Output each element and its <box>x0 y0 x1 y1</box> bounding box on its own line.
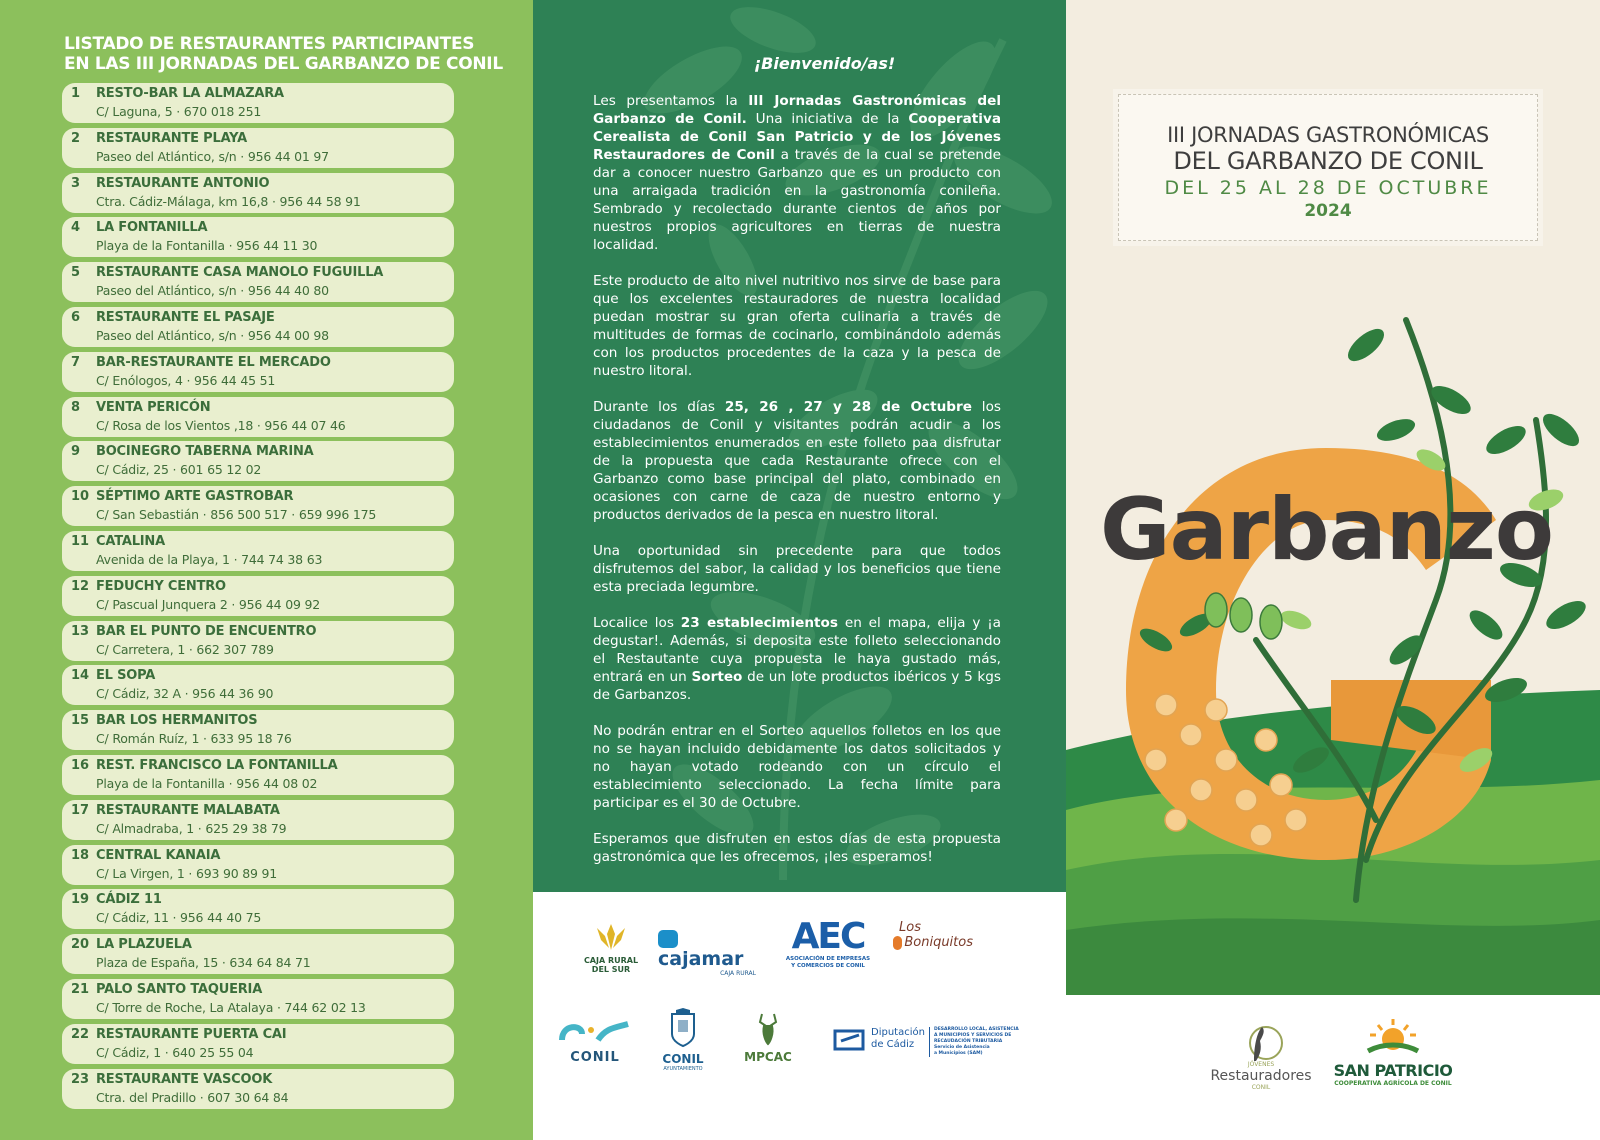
restaurant-name: VENTA PERICÓN <box>96 399 211 415</box>
restaurant-item <box>62 665 454 705</box>
restaurant-name: PALO SANTO TAQUERIA <box>96 981 263 997</box>
restaurant-name: RESTAURANTE ANTONIO <box>96 175 270 191</box>
paragraph-2: Este producto de alto nivel nutritivo nos sirve de base para que los excelentes restauradores de nuestra localidad puedan mostrar su gran oferta culinaria a través de multitudes de formas de cocinarlo, combinándolo además con los productos procedentes de la caza y la pesca de nuestro litoral. <box>593 273 1001 379</box>
restaurant-address: C/ Carretera, 1 · 662 307 789 <box>96 641 274 657</box>
coat-of-arms-icon <box>668 1008 698 1048</box>
deer-icon <box>748 1010 788 1046</box>
boniquitos-logo <box>893 920 973 950</box>
diputacion-icon <box>833 1027 867 1053</box>
restaurant-item <box>62 307 454 347</box>
sun-icon <box>1358 1017 1428 1057</box>
restaurant-address: Paseo del Atlántico, s/n · 956 44 40 80 <box>96 283 329 299</box>
restaurant-address: C/ San Sebastián · 856 500 517 · 659 996 175 <box>96 507 377 523</box>
restaurant-address: Playa de la Fontanilla · 956 44 11 30 <box>96 238 318 254</box>
restaurant-number: 2 <box>71 130 81 146</box>
restaurant-address: C/ Almadraba, 1 · 625 29 38 79 <box>96 820 287 836</box>
list-title-line1: LISTADO DE RESTAURANTES PARTICIPANTES <box>64 34 475 54</box>
restaurant-number: 15 <box>71 713 90 729</box>
restaurant-address: C/ La Virgen, 1 · 693 90 89 91 <box>96 865 278 881</box>
restaurant-name: RESTAURANTE VASCOOK <box>96 1071 273 1087</box>
bird-icon <box>1236 1023 1286 1063</box>
restaurant-address: Ctra. Cádiz-Málaga, km 16,8 · 956 44 58 91 <box>96 193 361 209</box>
jovenes-text-3: CONIL <box>1251 1084 1271 1091</box>
restaurant-number: 4 <box>71 220 81 236</box>
restaurant-name: RESTAURANTE CASA MANOLO FUGUILLA <box>96 265 384 281</box>
event-title-line2: DEL GARBANZO DE CONIL <box>1173 147 1483 175</box>
restaurant-item <box>62 262 454 302</box>
restaurant-address: Playa de la Fontanilla · 956 44 08 02 <box>96 775 318 791</box>
restaurant-item <box>62 531 454 571</box>
paragraph-6: No podrán entrar en el Sorteo aquellos folletos en los que no se hayan incluido debidamente los datos solicitados y no hayan votado rodeando con un círculo el establecimiento seleccionado. La fecha límite para participar es el 30 de Octubre. <box>593 723 1001 811</box>
san-patricio-sub: COOPERATIVA AGRÍCOLA DE CONIL <box>1334 1080 1452 1087</box>
diputacion-r3: RECAUDACIÓN TRIBUTARIA <box>933 1039 1003 1044</box>
restaurant-item <box>62 1024 454 1064</box>
restaurant-item <box>62 889 454 929</box>
list-title-line2: EN LAS III JORNADAS DEL GARBANZO DE CONIL <box>64 54 503 74</box>
restaurant-name: RESTAURANTE PLAYA <box>96 130 248 146</box>
restaurant-name: LA PLAZUELA <box>96 937 192 953</box>
aec-name: AEC <box>791 916 865 957</box>
restaurant-name: SÉPTIMO ARTE GASTROBAR <box>96 489 294 505</box>
garbanzo-title: Garbanzo <box>1100 480 1553 580</box>
restaurant-name: BAR LOS HERMANITOS <box>96 713 258 729</box>
restaurant-item <box>62 352 454 392</box>
restaurant-item <box>62 441 454 481</box>
welcome-body <box>593 92 1001 884</box>
jovenes-restauradores-logo <box>1206 1023 1316 1091</box>
cajamar-sub: CAJA RURAL <box>720 969 756 977</box>
welcome-heading: ¡Bienvenido/as! <box>753 54 896 73</box>
boniquitos-text-1: Los <box>899 920 921 935</box>
san-patricio-name: SAN PATRICIO <box>1333 1061 1453 1080</box>
restaurant-number: 1 <box>71 86 81 101</box>
restaurant-name: RESTAURANTE EL PASAJE <box>96 309 275 325</box>
boniquitos-badge-icon <box>893 936 902 950</box>
jovenes-text-2: Restauradores <box>1210 1068 1312 1084</box>
restaurant-number: 14 <box>71 668 90 684</box>
restaurant-item <box>62 83 454 123</box>
restaurant-name: BAR EL PUNTO DE ENCUENTRO <box>96 623 317 639</box>
conil-tourism-logo <box>558 1020 632 1065</box>
wheat-icon <box>591 922 631 952</box>
mpcac-logo <box>738 1010 798 1064</box>
event-year: 2024 <box>1304 201 1352 221</box>
restaurant-item <box>62 934 454 974</box>
restaurant-name: RESTO-BAR LA ALMAZARA <box>96 86 284 101</box>
cajamar-logo <box>658 928 768 977</box>
restaurant-address: C/ Cádiz, 32 A · 956 44 36 90 <box>96 686 274 702</box>
restaurant-number: 13 <box>71 623 90 639</box>
restaurant-address: C/ Torre de Roche, La Atalaya · 744 62 02 13 <box>96 999 366 1015</box>
diputacion-text-2: de Cádiz <box>871 1039 915 1050</box>
restaurant-name: RESTAURANTE PUERTA CAI <box>96 1026 287 1042</box>
restaurant-number: 8 <box>71 399 81 415</box>
restaurant-number: 11 <box>71 533 90 549</box>
restaurant-address: C/ Cádiz, 1 · 640 25 55 04 <box>96 1044 254 1060</box>
cajamar-name: cajamar <box>658 947 744 970</box>
ayuntamiento-logo <box>658 1008 708 1072</box>
paragraph-5: Localice los 23 establecimientos en el mapa, elija y ¡a degustar!. Además, si deposita este folleto seleccionando el Restautante cuya propuesta le haya gustado más, entrará en un Sorteo de un lote productos ibéricos y 5 kgs de Garbanzos. <box>593 615 1002 703</box>
caja-rural-logo <box>581 922 641 974</box>
restaurant-name: EL SOPA <box>96 668 156 684</box>
caja-rural-text-1: CAJA RURAL <box>583 956 639 965</box>
aec-sub1: ASOCIACIÓN DE EMPRESAS <box>785 956 871 962</box>
ayto-name: CONIL <box>662 1052 704 1066</box>
restaurant-item <box>62 576 454 616</box>
restaurant-item <box>62 755 454 795</box>
restaurant-number: 21 <box>71 981 90 997</box>
restaurant-address: Avenida de la Playa, 1 · 744 74 38 63 <box>96 551 323 567</box>
san-patricio-logo <box>1328 1017 1458 1087</box>
paragraph-4: Una oportunidad sin precedente para que todos disfrutemos del sabor, la calidad y los beneficios que tiene esta preciada legumbre. <box>593 543 1001 595</box>
caja-rural-text-2: DEL SUR <box>591 965 631 974</box>
restaurant-number: 10 <box>71 489 90 505</box>
restaurant-number: 19 <box>71 892 90 908</box>
restaurant-name: REST. FRANCISCO LA FONTANILLA <box>96 757 338 773</box>
cajamar-icon <box>658 930 678 948</box>
restaurant-item <box>62 397 454 437</box>
organizer-logos <box>1066 995 1600 1140</box>
aec-sub2: Y COMERCIOS DE CONIL <box>791 963 865 969</box>
aec-logo <box>783 918 873 970</box>
restaurant-address: C/ Laguna, 5 · 670 018 251 <box>96 104 262 119</box>
restaurant-number: 6 <box>71 309 81 325</box>
restaurant-list <box>62 83 454 1113</box>
restaurant-number: 18 <box>71 847 90 863</box>
restaurant-name: CÁDIZ 11 <box>96 892 162 908</box>
diputacion-r5: a Municipios (SAM) <box>933 1051 983 1056</box>
restaurant-address: Ctra. del Pradillo · 607 30 64 84 <box>96 1089 289 1105</box>
restaurant-address: C/ Enólogos, 4 · 956 44 45 51 <box>96 372 276 388</box>
restaurant-number: 9 <box>71 444 81 460</box>
restaurant-address: Paseo del Atlántico, s/n · 956 44 01 97 <box>96 148 329 164</box>
restaurant-list-panel <box>0 0 533 1140</box>
restaurant-number: 20 <box>71 937 90 953</box>
jovenes-text-1: JÓVENES <box>1247 1061 1275 1068</box>
welcome-panel <box>533 0 1066 892</box>
restaurant-item <box>62 217 454 257</box>
restaurant-address: C/ Cádiz, 25 · 601 65 12 02 <box>96 462 262 478</box>
boniquitos-text-2: Boniquitos <box>904 935 973 950</box>
restaurant-name: LA FONTANILLA <box>96 220 208 236</box>
list-title <box>64 34 524 74</box>
restaurant-address: C/ Pascual Junquera 2 · 956 44 09 92 <box>96 596 320 612</box>
restaurant-address: Paseo del Atlántico, s/n · 956 44 00 98 <box>96 327 329 343</box>
restaurant-number: 23 <box>71 1071 90 1087</box>
restaurant-name: CENTRAL KANAIA <box>96 847 221 863</box>
restaurant-address: C/ Rosa de los Vientos ,18 · 956 44 07 46 <box>96 417 346 433</box>
restaurant-address: Plaza de España, 15 · 634 64 84 71 <box>96 955 311 971</box>
diputacion-logo <box>833 1027 1023 1057</box>
restaurant-number: 5 <box>71 265 81 281</box>
restaurant-address: C/ Román Ruíz, 1 · 633 95 18 76 <box>96 731 292 747</box>
restaurant-item <box>62 128 454 168</box>
event-dates: DEL 25 AL 28 DE OCTUBRE <box>1164 177 1492 199</box>
cover-panel <box>1066 0 1600 995</box>
restaurant-number: 16 <box>71 757 90 773</box>
restaurant-name: CATALINA <box>96 533 165 549</box>
restaurant-item <box>62 621 454 661</box>
paragraph-7: Esperamos que disfruten en estos días de esta propuesta gastronómica que les ofrecemos, ¡les esperamos! <box>593 831 1001 865</box>
restaurant-item <box>62 800 454 840</box>
mpcac-name: MPCAC <box>744 1050 792 1064</box>
restaurant-item <box>62 486 454 526</box>
restaurant-item <box>62 979 454 1019</box>
restaurant-item <box>62 710 454 750</box>
restaurant-item <box>62 173 454 213</box>
restaurant-item <box>62 1069 454 1109</box>
conil-wave-icon <box>558 1020 632 1046</box>
diputacion-r4: Servicio de Asistencia <box>933 1045 990 1050</box>
diputacion-r1: DESARROLLO LOCAL, ASISTENCIA <box>933 1027 1019 1032</box>
sponsor-logos <box>533 892 1066 1140</box>
ayto-sub: AYUNTAMIENTO <box>663 1066 703 1072</box>
restaurant-address: C/ Cádiz, 11 · 956 44 40 75 <box>96 910 262 926</box>
restaurant-name: FEDUCHY CENTRO <box>96 578 226 594</box>
event-title-line1: III JORNADAS GASTRONÓMICAS <box>1167 123 1489 147</box>
restaurant-name: BOCINEGRO TABERNA MARINA <box>96 444 314 460</box>
restaurant-number: 17 <box>71 802 90 818</box>
restaurant-number: 7 <box>71 354 81 370</box>
diputacion-text-1: Diputación <box>871 1027 925 1038</box>
restaurant-number: 3 <box>71 175 81 191</box>
event-title-box <box>1118 94 1538 241</box>
diputacion-r2: A MUNICIPIOS Y SERVICIOS DE <box>933 1033 1012 1038</box>
paragraph-3: Durante los días 25, 26 , 27 y 28 de Octubre los ciudadanos de Conil y visitantes podrán acudir a los establecimientos enumerados en este folleto paa disfrutar de la propuesta que cada Restaurante ofrece con el Garbanzo como base principal del plato, combinado en ocasiones con carne de caza de nuestro entorno y productos derivados de la pesca en nuestro litoral. <box>593 399 1001 523</box>
restaurant-number: 22 <box>71 1026 90 1042</box>
restaurant-name: BAR-RESTAURANTE EL MERCADO <box>96 354 331 370</box>
restaurant-name: RESTAURANTE MALABATA <box>96 802 280 818</box>
restaurant-item <box>62 845 454 885</box>
restaurant-number: 12 <box>71 578 90 594</box>
paragraph-1: Les presentamos la III Jornadas Gastronómicas del Garbanzo de Conil. Una iniciativa de la Cooperativa Cerealista de Conil San Patricio y de los Jóvenes Restauradores de Conil a través de la cual se pretende dar a conocer nuestro Garbanzo que es un producto con una arraigada tradición en la gastronomía conileña. Sembrado y recolectado durante cientos de años por nuestros propios agricultores en tierras de nuestra localidad. <box>593 93 1001 253</box>
conil-logo-text: CONIL <box>570 1050 620 1065</box>
